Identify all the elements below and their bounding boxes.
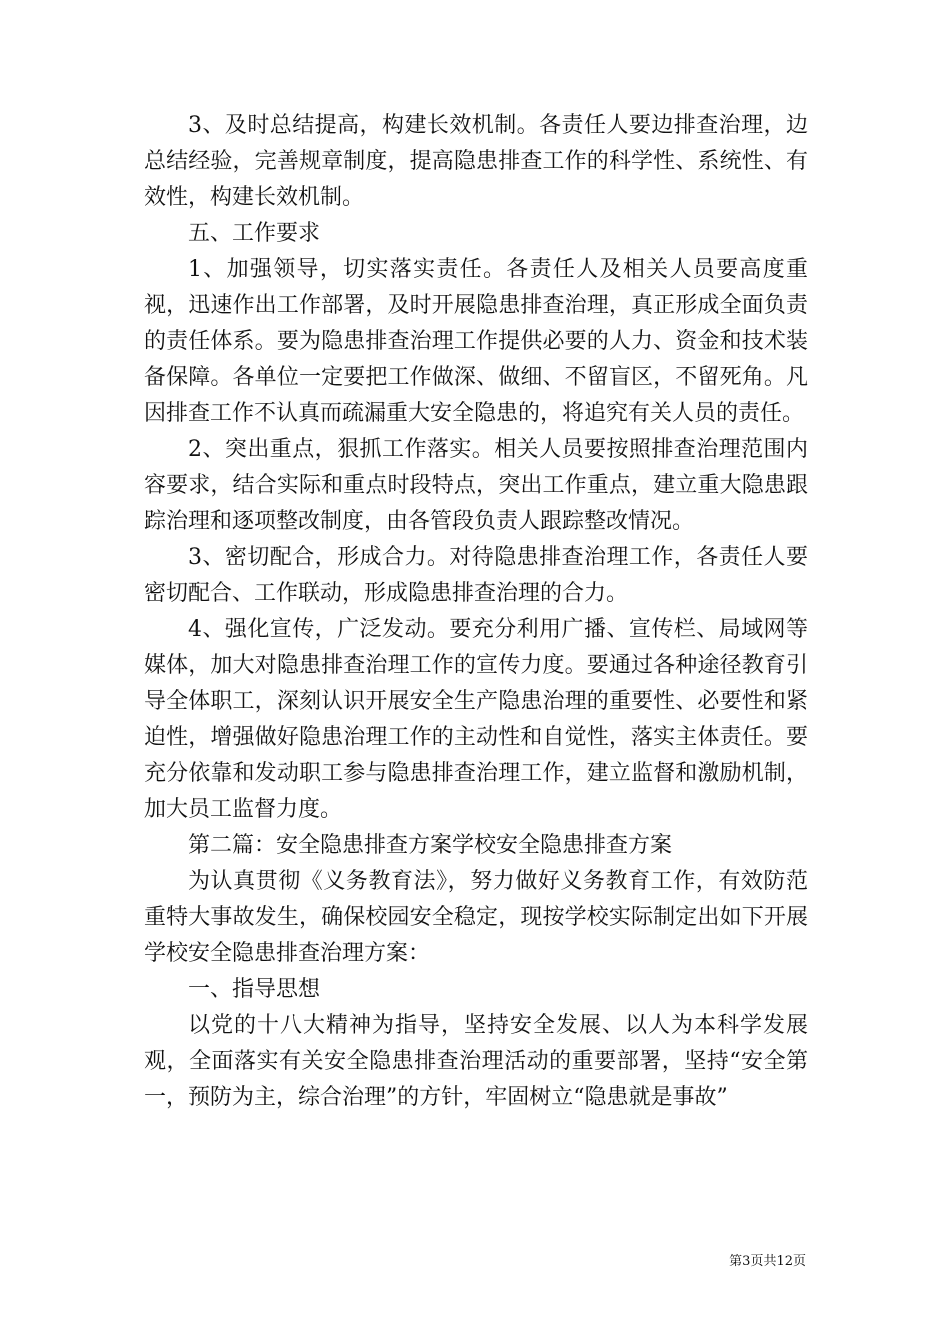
paragraph: 3、密切配合，形成合力。对待隐患排查治理工作，各责任人要密切配合、工作联动，形成隐患排查治理的合力。	[144, 545, 808, 606]
paragraph: 为认真贯彻《义务教育法》，努力做好义务教育工作，有效防范重特大事故发生，确保校园安全稳定，现按学校实际制定出如下开展学校安全隐患排查治理方案：	[144, 869, 808, 966]
paragraph: 2、突出重点，狠抓工作落实。相关人员要按照排查治理范围内容要求，结合实际和重点时段特点，突出工作重点，建立重大隐患跟踪治理和逐项整改制度，由各管段负责人跟踪整改情况。	[144, 437, 808, 534]
paragraph: 1、加强领导，切实落实责任。各责任人及相关人员要高度重视，迅速作出工作部署，及时开展隐患排查治理，真正形成全面负责的责任体系。要为隐患排查治理工作提供必要的人力、资金和技术装备保障。各单位一定要把工作做深、做细、不留盲区，不留死角。凡因排查工作不认真而疏漏重大安全隐患的，将追究有关人员的责任。	[144, 257, 808, 426]
section-heading: 五、工作要求	[188, 221, 321, 246]
paragraph: 3、及时总结提高，构建长效机制。各责任人要边排查治理，边总结经验，完善规章制度，提高隐患排查工作的科学性、系统性、有效性，构建长效机制。	[144, 113, 808, 210]
paragraph: 以党的十八大精神为指导，坚持安全发展、以人为本科学发展观，全面落实有关安全隐患排查治理活动的重要部署，坚持“安全第一，预防为主，综合治理”的方针，牢固树立“隐患就是事故”	[144, 1013, 808, 1110]
chapter-heading: 第二篇：安全隐患排查方案学校安全隐患排查方案	[188, 833, 673, 858]
section-heading: 一、指导思想	[188, 977, 321, 1002]
page-number: 第3页共12页	[729, 1254, 806, 1269]
paragraph: 4、强化宣传，广泛发动。要充分利用广播、宣传栏、局域网等媒体，加大对隐患排查治理工作的宣传力度。要通过各种途径教育引导全体职工，深刻认识开展安全生产隐患治理的重要性、必要性和紧迫性，增强做好隐患治理工作的主动性和自觉性，落实主体责任。要充分依靠和发动职工参与隐患排查治理工作，建立监督和激励机制，加大员工监督力度。	[144, 617, 808, 822]
document-body	[144, 108, 808, 1116]
